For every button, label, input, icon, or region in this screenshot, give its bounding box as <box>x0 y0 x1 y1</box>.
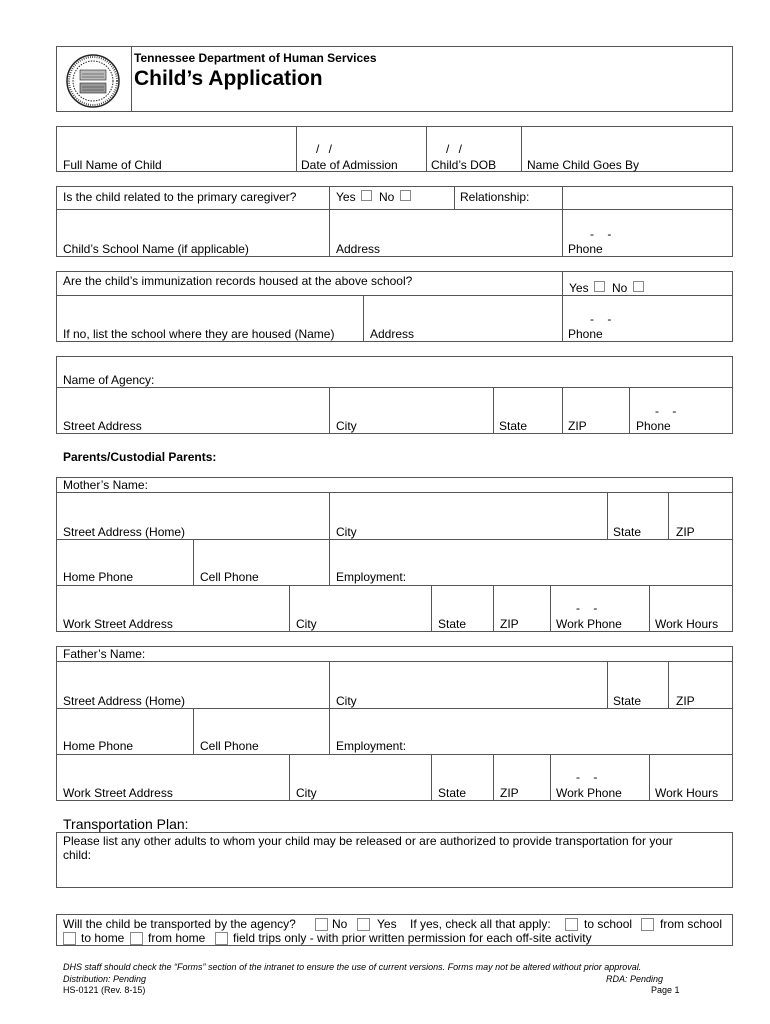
footer-form-number: HS-0121 (Rev. 8-15) <box>63 985 146 995</box>
to-home-label: to home <box>81 931 125 945</box>
from-school-checkbox[interactable] <box>641 918 654 931</box>
father-work-zip-label: ZIP <box>500 786 519 800</box>
school-phone-label: Phone <box>568 242 603 256</box>
parents-heading: Parents/Custodial Parents: <box>63 450 217 464</box>
transport-no-label: No <box>332 917 348 931</box>
from-home-label: from home <box>148 931 206 945</box>
agency-state-field[interactable] <box>494 388 561 418</box>
mother-work-street-label: Work Street Address <box>63 617 173 631</box>
nickname-field[interactable] <box>522 127 732 157</box>
mother-name-field[interactable] <box>160 478 732 491</box>
mother-home-phone-field[interactable] <box>57 540 192 569</box>
to-school-checkbox[interactable] <box>565 918 578 931</box>
mother-name-label: Mother’s Name: <box>63 478 148 492</box>
agency-transport-question: Will the child be transported by the agency? <box>63 917 296 931</box>
father-name-field[interactable] <box>160 647 732 660</box>
full-name-field[interactable] <box>57 127 295 157</box>
divider <box>454 186 455 209</box>
father-work-city-field[interactable] <box>290 755 430 785</box>
mother-work-state-field[interactable] <box>432 586 492 616</box>
mother-employment-label: Employment: <box>336 570 407 584</box>
father-state-label: State <box>613 694 642 708</box>
mother-zip-field[interactable] <box>669 493 732 523</box>
records-school-label: If no, list the school where they are housed (Name) <box>63 327 335 341</box>
father-work-phone-separator: - - <box>576 770 598 784</box>
mother-street-field[interactable] <box>57 493 328 523</box>
agency-street-field[interactable] <box>57 388 328 418</box>
school-name-field[interactable] <box>57 210 328 240</box>
immunization-yes-checkbox[interactable] <box>594 281 605 292</box>
relationship-label: Relationship: <box>460 190 530 204</box>
dob-label: Child’s DOB <box>431 158 497 172</box>
mother-work-phone-field[interactable] <box>551 586 648 616</box>
father-work-phone-label: Work Phone <box>556 786 622 800</box>
immunization-no-checkbox[interactable] <box>633 281 644 292</box>
related-no-label: No <box>379 190 395 204</box>
mother-state-field[interactable] <box>608 493 667 523</box>
dob-field[interactable] <box>427 127 520 157</box>
father-work-hours-label: Work Hours <box>655 786 719 800</box>
mother-cell-phone-label: Cell Phone <box>200 570 259 584</box>
agency-phone-field[interactable] <box>630 388 732 418</box>
agency-phone-label: Phone <box>636 419 671 433</box>
mother-work-state-label: State <box>438 617 467 631</box>
school-address-field[interactable] <box>330 210 561 240</box>
transport-no-checkbox[interactable] <box>315 918 328 931</box>
records-phone-field[interactable] <box>563 296 732 326</box>
footer-rda: RDA: Pending <box>606 974 664 984</box>
to-school-label: to school <box>584 917 633 931</box>
related-yes-label: Yes <box>336 190 356 204</box>
related-question: Is the child related to the primary caregiver? <box>63 190 297 204</box>
father-employment-field[interactable] <box>330 709 732 738</box>
nickname-label: Name Child Goes By <box>527 158 640 172</box>
mother-work-hours-label: Work Hours <box>655 617 719 631</box>
school-phone-separator: - - <box>590 227 612 241</box>
father-employment-label: Employment: <box>336 739 407 753</box>
agency-name: Tennessee Department of Human Services <box>134 51 377 65</box>
school-name-label: Child’s School Name (if applicable) <box>63 242 249 256</box>
father-zip-label: ZIP <box>676 694 695 708</box>
immunization-question: Are the child’s immunization records housed at the above school? <box>63 274 413 288</box>
father-city-label: City <box>336 694 357 708</box>
father-cell-phone-label: Cell Phone <box>200 739 259 753</box>
mother-work-hours-field[interactable] <box>650 586 732 616</box>
school-address-label: Address <box>336 242 381 256</box>
mother-work-street-field[interactable] <box>57 586 288 616</box>
father-home-phone-field[interactable] <box>57 709 192 738</box>
records-phone-label: Phone <box>568 327 603 341</box>
transport-instructions-line1: Please list any other adults to whom your child may be released or are authorized to provide transportation for your <box>63 834 673 848</box>
mother-cell-phone-field[interactable] <box>194 540 328 569</box>
father-work-phone-field[interactable] <box>551 755 648 785</box>
mother-work-phone-separator: - - <box>576 601 598 615</box>
full-name-label: Full Name of Child <box>63 158 162 172</box>
footer-note: DHS staff should check the “Forms” section of the intranet to ensure the use of current versions. Forms may not be altered without prior approval. <box>63 962 642 972</box>
father-home-phone-label: Home Phone <box>63 739 134 753</box>
father-zip-field[interactable] <box>669 662 732 692</box>
father-state-field[interactable] <box>608 662 667 692</box>
mother-employment-field[interactable] <box>330 540 732 569</box>
records-school-field[interactable] <box>57 296 362 326</box>
father-cell-phone-field[interactable] <box>194 709 328 738</box>
records-phone-separator: - - <box>590 312 612 326</box>
mother-zip-label: ZIP <box>676 525 695 539</box>
agency-city-field[interactable] <box>330 388 492 418</box>
mother-work-zip-label: ZIP <box>500 617 519 631</box>
father-name-label: Father’s Name: <box>63 647 146 661</box>
dob-separator: / / <box>446 142 463 156</box>
from-home-checkbox[interactable] <box>130 932 143 945</box>
transport-ifyes-label: If yes, check all that apply: <box>410 917 551 931</box>
admission-date-separator: / / <box>316 142 333 156</box>
agency-zip-label: ZIP <box>568 419 587 433</box>
father-street-label: Street Address (Home) <box>63 694 186 708</box>
father-street-field[interactable] <box>57 662 328 692</box>
immunization-yes-label: Yes <box>569 281 589 295</box>
mother-home-phone-label: Home Phone <box>63 570 134 584</box>
mother-work-zip-field[interactable] <box>494 586 549 616</box>
father-work-state-label: State <box>438 786 467 800</box>
state-seal-icon <box>66 54 120 108</box>
related-yes-checkbox[interactable] <box>361 190 372 201</box>
transport-yes-checkbox[interactable] <box>357 918 370 931</box>
authorized-adults-field[interactable] <box>57 862 732 887</box>
mother-state-label: State <box>613 525 642 539</box>
field-trips-checkbox[interactable] <box>215 932 228 945</box>
father-work-street-label: Work Street Address <box>63 786 173 800</box>
mother-work-phone-label: Work Phone <box>556 617 622 631</box>
admission-date-label: Date of Admission <box>301 158 398 172</box>
footer-distribution: Distribution: Pending <box>63 974 147 984</box>
form-title: Child’s Application <box>134 67 323 90</box>
father-work-zip-field[interactable] <box>494 755 549 785</box>
father-work-street-field[interactable] <box>57 755 288 785</box>
field-trips-label: field trips only - with prior written permission for each off-site activity <box>233 931 592 945</box>
header-divider <box>131 46 132 112</box>
mother-work-city-field[interactable] <box>290 586 430 616</box>
records-address-label: Address <box>370 327 415 341</box>
transport-heading: Transportation Plan: <box>63 816 189 832</box>
transport-instructions-line2: child: <box>63 848 92 862</box>
records-address-field[interactable] <box>364 296 561 326</box>
to-home-checkbox[interactable] <box>63 932 76 945</box>
agency-street-label: Street Address <box>63 419 142 433</box>
school-phone-field[interactable] <box>563 210 732 240</box>
related-no-checkbox[interactable] <box>400 190 411 201</box>
agency-zip-field[interactable] <box>563 388 628 418</box>
agency-name-label: Name of Agency: <box>63 373 155 387</box>
agency-city-label: City <box>336 419 357 433</box>
agency-phone-separator: - - <box>655 404 677 418</box>
agency-state-label: State <box>499 419 528 433</box>
mother-city-field[interactable] <box>330 493 606 523</box>
father-work-state-field[interactable] <box>432 755 492 785</box>
immunization-no-label: No <box>612 281 628 295</box>
mother-work-city-label: City <box>296 617 317 631</box>
from-school-label: from school <box>660 917 723 931</box>
father-work-city-label: City <box>296 786 317 800</box>
father-city-field[interactable] <box>330 662 606 692</box>
mother-city-label: City <box>336 525 357 539</box>
relationship-field[interactable] <box>563 187 732 208</box>
footer-page-number: Page 1 <box>651 985 680 995</box>
transport-yes-label: Yes <box>377 917 397 931</box>
agency-name-field[interactable] <box>160 357 732 386</box>
mother-street-label: Street Address (Home) <box>63 525 186 539</box>
father-work-hours-field[interactable] <box>650 755 732 785</box>
